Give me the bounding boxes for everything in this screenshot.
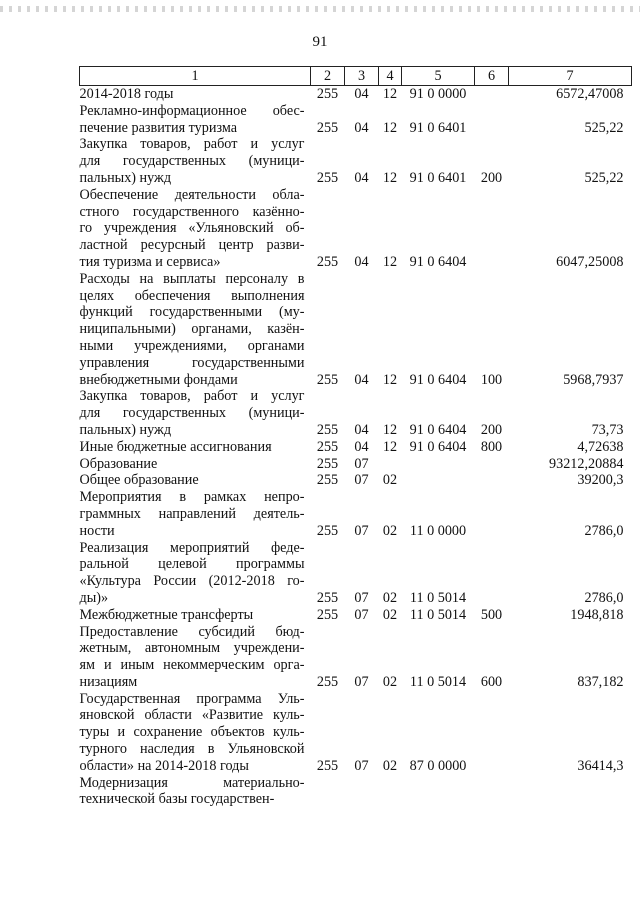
code-expense-type (475, 187, 509, 271)
code-subsection: 02 (382, 673, 398, 690)
code-subsection: 12 (382, 169, 398, 186)
amount: 525,22 (584, 119, 624, 136)
code-admin: 255 (316, 169, 339, 186)
scan-artifact-top (0, 6, 640, 12)
code-expense-type (475, 86, 509, 103)
code-target: 91 0 6404 (409, 253, 467, 270)
description-line: ластной ресурсный центр разви- (79, 237, 305, 254)
description-line: ям и иным некоммерческим орга- (79, 657, 305, 674)
table-row (80, 624, 632, 691)
code-admin (311, 775, 345, 809)
table-row (80, 691, 632, 775)
header-col-5: 5 (402, 67, 475, 86)
code-target (402, 775, 475, 809)
code-target: 91 0 6401 (409, 119, 467, 136)
code-section: 07 (354, 589, 369, 606)
code-section: 07 (354, 606, 369, 623)
amount: 2786,0 (584, 522, 624, 539)
code-expense-type (475, 691, 509, 775)
code-target: 11 0 5014 (409, 673, 467, 690)
code-admin: 255 (316, 522, 339, 539)
description-line: печение развития туризма (79, 119, 238, 136)
description-line: ности (79, 522, 115, 539)
description-line: «Культура России (2012-2018 го- (79, 573, 305, 590)
description-line: Межбюджетные трансферты (79, 606, 254, 623)
description-line: ными учреждениями, органами (79, 337, 305, 354)
code-section: 04 (354, 371, 369, 388)
row-description (80, 489, 311, 539)
amount: 525,22 (584, 169, 624, 186)
header-col-6: 6 (475, 67, 509, 86)
description-line: технической базы государствен- (79, 791, 275, 808)
row-description (80, 187, 311, 271)
code-section: 04 (354, 421, 369, 438)
row-description (80, 439, 311, 456)
description-line: пальных) нужд (79, 421, 172, 438)
description-line: яновской области «Развитие куль- (79, 707, 305, 724)
description-line: Общее образование (79, 472, 199, 489)
code-subsection: 12 (382, 438, 398, 455)
row-description (80, 624, 311, 691)
description-line: внебюджетными фондами (79, 371, 238, 388)
description-line: для государственных (муници- (79, 405, 305, 422)
code-admin: 255 (316, 606, 339, 623)
amount: 6572,47008 (556, 86, 624, 102)
budget-table (79, 66, 632, 808)
code-subsection: 02 (382, 472, 398, 489)
code-admin: 255 (316, 589, 339, 606)
code-target: 91 0 0000 (409, 86, 467, 102)
code-admin: 255 (316, 455, 339, 472)
code-expense-type: 200 (480, 169, 503, 186)
code-expense-type (475, 540, 509, 607)
code-expense-type (475, 456, 509, 473)
code-target: 11 0 0000 (409, 522, 467, 539)
amount: 93212,20884 (549, 455, 624, 472)
row-description (80, 103, 311, 137)
code-admin: 255 (316, 673, 339, 690)
amount: 36414,3 (577, 757, 624, 774)
code-expense-type (475, 103, 509, 137)
description-line: Мероприятия в рамках непро- (79, 489, 305, 506)
code-target (402, 472, 475, 489)
header-col-1: 1 (80, 67, 311, 86)
table-row (80, 388, 632, 438)
code-target: 11 0 5014 (409, 589, 467, 606)
description-line: целях обеспечения выполнения (79, 287, 305, 304)
code-subsection: 02 (382, 589, 398, 606)
row-description (80, 136, 311, 186)
amount: 4,72638 (577, 438, 624, 455)
amount (509, 775, 632, 809)
table-row (80, 103, 632, 137)
amount: 1948,818 (570, 606, 624, 623)
code-target: 91 0 6404 (409, 421, 467, 438)
code-expense-type: 100 (480, 371, 503, 388)
table-row (80, 86, 632, 103)
description-line: Закупка товаров, работ и услуг (79, 388, 305, 405)
code-admin: 255 (316, 438, 339, 455)
code-expense-type (475, 489, 509, 539)
amount: 2786,0 (584, 589, 624, 606)
code-subsection: 12 (382, 253, 398, 270)
code-section: 07 (354, 757, 369, 774)
code-section: 04 (354, 119, 369, 136)
description-line: Рекламно-информационное обес- (79, 102, 305, 119)
code-target (402, 456, 475, 473)
description-line: Государственная программа Уль- (79, 690, 305, 707)
code-subsection: 12 (382, 119, 398, 136)
description-line: для государственных (муници- (79, 153, 305, 170)
description-line: функций государственными (му- (79, 304, 305, 321)
table-header (80, 67, 632, 86)
table-row (80, 472, 632, 489)
code-section: 07 (354, 673, 369, 690)
code-admin: 255 (316, 472, 339, 489)
code-expense-type: 800 (480, 438, 503, 455)
code-subsection (379, 775, 402, 809)
row-description (80, 86, 311, 103)
code-target: 91 0 6401 (409, 169, 467, 186)
amount: 39200,3 (577, 472, 624, 489)
description-line: низациям (79, 673, 138, 690)
code-section: 04 (354, 86, 369, 102)
description-line: 2014-2018 годы (79, 86, 174, 102)
code-section (345, 775, 379, 809)
table-row (80, 607, 632, 624)
description-line: ды)» (79, 589, 109, 606)
header-col-2: 2 (311, 67, 345, 86)
description-line: тия туризма и сервиса» (79, 253, 221, 270)
code-admin: 255 (316, 757, 339, 774)
amount: 837,182 (577, 673, 624, 690)
row-description (80, 775, 311, 809)
code-expense-type (475, 775, 509, 809)
code-admin: 255 (316, 253, 339, 270)
code-subsection: 12 (382, 86, 398, 102)
code-section: 04 (354, 169, 369, 186)
amount: 5968,7937 (563, 371, 624, 388)
description-line: Модернизация материально- (79, 774, 305, 791)
row-description (80, 691, 311, 775)
code-admin: 255 (316, 421, 339, 438)
code-subsection: 02 (382, 757, 398, 774)
code-admin: 255 (316, 86, 339, 102)
table-row (80, 489, 632, 539)
code-admin: 255 (316, 371, 339, 388)
code-subsection (379, 456, 402, 473)
code-target: 11 0 5014 (409, 606, 467, 623)
row-description (80, 388, 311, 438)
description-line: жетным, автономным учреждени- (79, 640, 305, 657)
code-target: 91 0 6404 (409, 371, 467, 388)
row-description (80, 607, 311, 624)
description-line: Расходы на выплаты персоналу в (79, 270, 305, 287)
description-line: Иные бюджетные ассигнования (79, 438, 272, 455)
table-row (80, 187, 632, 271)
description-line: пальных) нужд (79, 169, 172, 186)
header-col-7: 7 (509, 67, 632, 86)
code-subsection: 12 (382, 371, 398, 388)
code-target: 91 0 6404 (409, 438, 467, 455)
code-section: 04 (354, 438, 369, 455)
amount: 6047,25008 (556, 253, 624, 270)
table-row (80, 775, 632, 809)
table-row (80, 136, 632, 186)
code-expense-type (475, 472, 509, 489)
header-row (80, 67, 632, 86)
description-line: Закупка товаров, работ и услуг (79, 136, 305, 153)
description-line: граммных направлений деятель- (79, 505, 305, 522)
description-line: области» на 2014-2018 годы (79, 757, 249, 774)
code-section: 07 (354, 455, 369, 472)
code-expense-type: 600 (480, 673, 503, 690)
code-expense-type: 200 (480, 421, 503, 438)
description-line: туры и сохранение объектов куль- (79, 724, 305, 741)
code-section: 07 (354, 522, 369, 539)
code-subsection: 02 (382, 522, 398, 539)
description-line: турного наследия в Ульяновской (79, 741, 305, 758)
description-line: Предоставление субсидий бюд- (79, 623, 305, 640)
description-line: ральной целевой программы (79, 556, 305, 573)
description-line: управления государственными (79, 354, 305, 371)
code-section: 04 (354, 253, 369, 270)
row-description (80, 472, 311, 489)
code-target: 87 0 0000 (409, 757, 467, 774)
row-description (80, 271, 311, 389)
table-body (80, 86, 632, 809)
description-line: Обеспечение деятельности обла- (79, 186, 305, 203)
code-admin: 255 (316, 119, 339, 136)
description-line: ниципальными) органами, казён- (79, 321, 305, 338)
table-row (80, 271, 632, 389)
header-col-3: 3 (345, 67, 379, 86)
row-description (80, 456, 311, 473)
description-line: стного государственного казённо- (79, 203, 305, 220)
row-description (80, 540, 311, 607)
description-line: Образование (79, 455, 158, 472)
code-subsection: 12 (382, 421, 398, 438)
code-expense-type: 500 (480, 606, 503, 623)
code-section: 07 (354, 472, 369, 489)
page-number: 91 (312, 34, 328, 50)
header-col-4: 4 (379, 67, 402, 86)
table-row (80, 540, 632, 607)
table-row (80, 456, 632, 473)
description-line: Реализация мероприятий феде- (79, 539, 305, 556)
code-subsection: 02 (382, 606, 398, 623)
table-row (80, 439, 632, 456)
amount: 73,73 (591, 421, 624, 438)
description-line: го учреждения «Ульяновский об- (79, 220, 305, 237)
